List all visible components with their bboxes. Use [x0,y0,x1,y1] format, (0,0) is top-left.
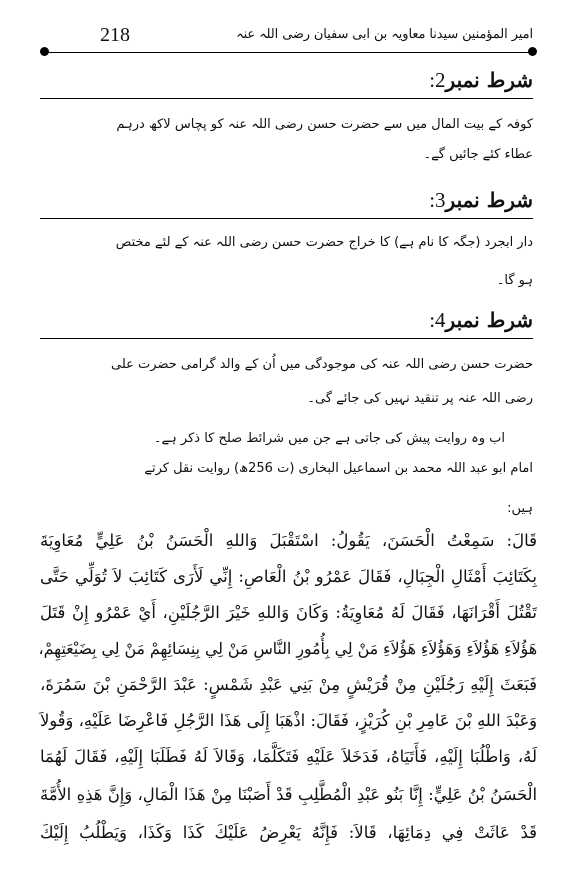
heading-word: شرط نمبر [445,188,533,212]
hadith-line-1: قَالَ: سَمِعْتُ الْحَسَنَ، يَقُولُ: اسْتَقْبَلَ وَاللهِ الْحَسَنُ بْنُ عَلِيٍّ مُعَاوِيَةَ [40,531,537,550]
page-number: 218 [100,24,130,46]
hadith-line-6: وَعَبْدَ اللهِ بْنَ عَامِرِ بْنِ كُرَيْزٍ، فَقَالَ: اذْهَبَا إِلَى هَذَا الرَّجُلِ فَاعْرِضَا عَلَيْهِ، وَقُولاَ [40,711,537,730]
section-3-line-1: دار ابجرد (جگہ کا نام ہے) کا خراج حضرت حسن رضی اللہ عنہ کے لئے مختص [115,235,533,250]
section-3-underline [40,218,533,219]
hadith-line-3: تَقْتُلَ أَقْرَانَهَا، فَقَالَ لَهُ مُعَاوِيَةُ: وَكَانَ وَاللهِ خَيْرَ الرَّجُلَيْنِ، أَيْ عَمْرُو إِنْ قَتَلَ [40,603,537,622]
section-2-line-1: کوفہ کے بیت المال میں سے حضرت حسن رضی اللہ عنہ کو پچاس لاکھ درہم [116,117,533,132]
section-4-underline [40,338,533,339]
imam-line-2: ہیں: [507,501,533,516]
heading-number: 4: [429,308,446,332]
header-rule-dot-left [40,47,49,56]
running-header-title: امیر المؤمنین سیدنا معاویہ بن ابی سفیان رضی اللہ عنہ [236,27,533,42]
hadith-line-5: فَبَعَثَ إِلَيْهِ رَجُلَيْنِ مِنْ قُرَيْشٍ مِنْ بَنِي عَبْدِ شَمْسٍ: عَبْدَ الرَّحْمَنِ بْنَ سَمُرَةَ، [40,675,537,694]
hadith-line-8: الْحَسَنُ بْنُ عَلِيٍّ: إِنَّا بَنُو عَبْدِ الْمُطَّلِبِ قَدْ أَصَبْنَا مِنْ هَذَا الْمَالِ، وَإِنَّ هَذِهِ الأُمَّةَ [40,785,537,804]
hadith-line-2: بِكَتَائِبَ أَمْثَالِ الْجِبَالِ، فَقَالَ عَمْرُو بْنُ الْعَاصِ: إِنِّي لَأَرَى كَتَائِبَ لاَ تُوَلِّي حَتَّى [40,567,537,586]
heading-word: شرط نمبر [445,68,533,92]
hadith-line-9: قَدْ عَاثَتْ فِي دِمَائِهَا، قَالاَ: فَإِنَّهُ يَعْرِضُ عَلَيْكَ كَذَا وَكَذَا، وَيَطْلُبُ إِلَيْكَ [40,823,537,842]
hadith-line-4: هَؤُلاَءِ هَؤُلاَءِ وَهَؤُلاَءِ هَؤُلاَءِ مَنْ لِي بِأُمُورِ النَّاسِ مَنْ لِي بِنِسَائِهِمْ مَنْ لِي بِضَيْعَتِهِمْ، [38,639,537,658]
section-4-line-2: رضی اللہ عنہ پر تنقید نہیں کی جائے گی۔ [307,391,533,406]
section-2-heading [429,68,533,93]
section-4-line-1: حضرت حسن رضی اللہ عنہ کی موجودگی میں اُن کے والد گرامی حضرت علی [111,357,533,372]
section-2-line-2: عطاء کئے جائیں گے۔ [423,147,533,162]
narration-intro: اب وہ روایت پیش کی جاتی ہے جن میں شرائط صلح کا ذکر ہے۔ [153,431,505,446]
heading-number: 2: [429,68,446,92]
section-2-underline [40,98,533,99]
imam-line: امام ابو عبد اللہ محمد بن اسماعیل البخاری (ت 256ھ) روایت نقل کرتے [144,461,533,476]
hadith-line-7: لَهُ، وَاطْلُبَا إِلَيْهِ، فَأَتَيَاهُ، فَدَخَلاَ عَلَيْهِ فَتَكَلَّمَا، وَقَالاَ لَهُ فَطَلَبَا إِلَيْهِ، فَقَالَ لَهُمَا [40,747,537,766]
section-3-line-2: ہو گا۔ [496,273,533,288]
heading-word: شرط نمبر [445,308,533,332]
section-3-heading [429,188,533,213]
header-rule-dot-right [528,47,537,56]
header-rule [44,52,533,53]
section-4-heading [429,308,533,333]
heading-number: 3: [429,188,446,212]
